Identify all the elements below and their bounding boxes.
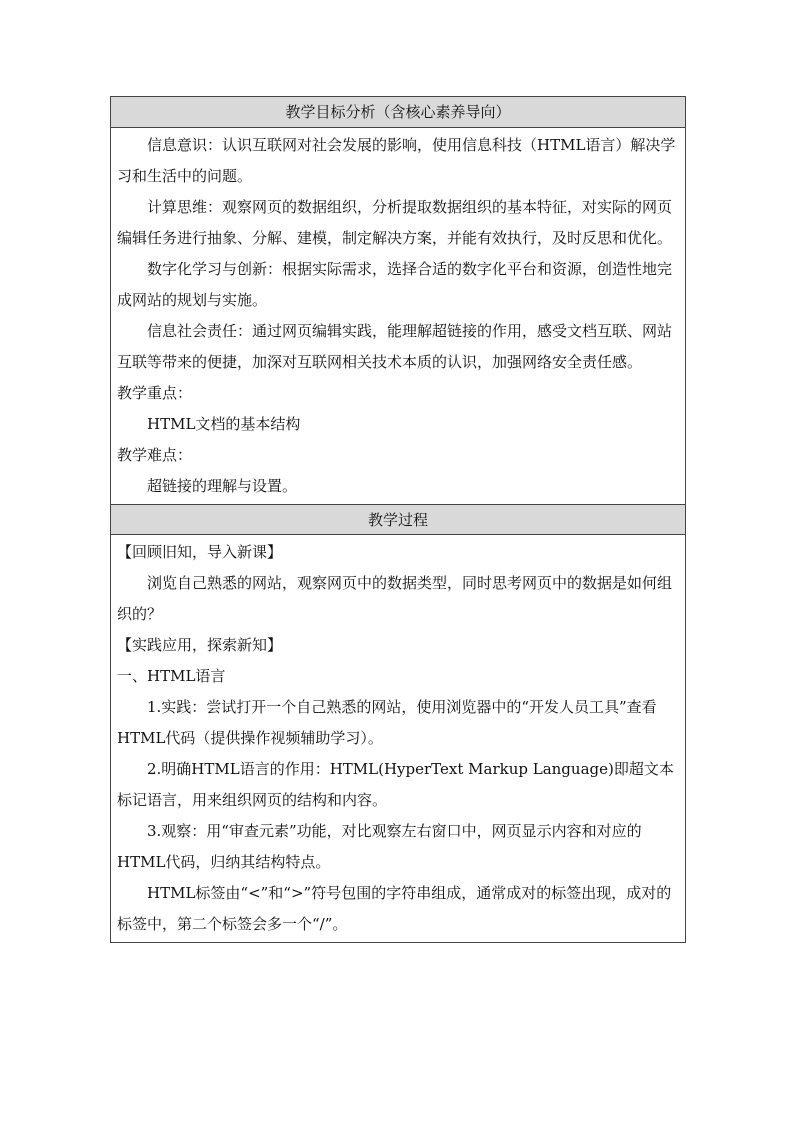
difficulty-text: 超链接的理解与设置。 bbox=[147, 477, 298, 495]
process-item-tags: HTML标签由“<”和“>”符号包围的字符串组成，通常成对的标签出现，成对的标签中，第二个标签会多一个“/”。 bbox=[117, 884, 672, 933]
objective-digital-learning: 数字化学习与创新：根据实际需求，选择合适的数字化平台和资源，创造性地完成网站的规划与实施。 bbox=[117, 260, 673, 309]
html-section-title: 一、HTML语言 bbox=[117, 667, 226, 685]
review-title: 【回顾旧知，导入新课】 bbox=[117, 543, 283, 561]
review-text: 浏览自己熟悉的网站，观察网页中的数据类型，同时思考网页中的数据是如何组织的？ bbox=[117, 574, 673, 623]
process-item-practice: 1.实践：尝试打开一个自己熟悉的网站，使用浏览器中的“开发人员工具”查看HTML代码（提供操作视频辅助学习）。 bbox=[117, 698, 657, 747]
objective-info-awareness: 信息意识：认识互联网对社会发展的影响，使用信息科技（HTML语言）解决学习和生活中的问题。 bbox=[117, 136, 676, 185]
key-point-label: 教学重点： bbox=[117, 384, 193, 402]
lesson-plan-table bbox=[110, 96, 686, 943]
difficulty-label: 教学难点： bbox=[117, 446, 193, 464]
objectives-header: 教学目标分析（含核心素养导向） bbox=[111, 97, 685, 128]
process-item-observe: 3.观察：用“审查元素”功能，对比观察左右窗口中，网页显示内容和对应的HTML代码，归纳其结构特点。 bbox=[117, 822, 642, 871]
objective-social-responsibility: 信息社会责任：通过网页编辑实践，能理解超链接的作用，感受文档互联、网站互联等带来的便捷，加深对互联网相关技术本质的认识，加强网络安全责任感。 bbox=[117, 322, 673, 371]
objectives-body bbox=[111, 128, 685, 504]
objective-computational-thinking: 计算思维：观察网页的数据组织，分析提取数据组织的基本特征，对实际的网页编辑任务进行抽象、分解、建模，制定解决方案，并能有效执行，及时反思和优化。 bbox=[117, 198, 673, 247]
practice-title: 【实践应用，探索新知】 bbox=[117, 636, 283, 654]
process-body bbox=[111, 535, 685, 942]
process-header: 教学过程 bbox=[111, 504, 685, 535]
key-point-text: HTML文档的基本结构 bbox=[147, 415, 301, 433]
process-item-purpose: 2.明确HTML语言的作用：HTML(HyperText Markup Language)即超文本标记语言，用来组织网页的结构和内容。 bbox=[117, 760, 674, 809]
